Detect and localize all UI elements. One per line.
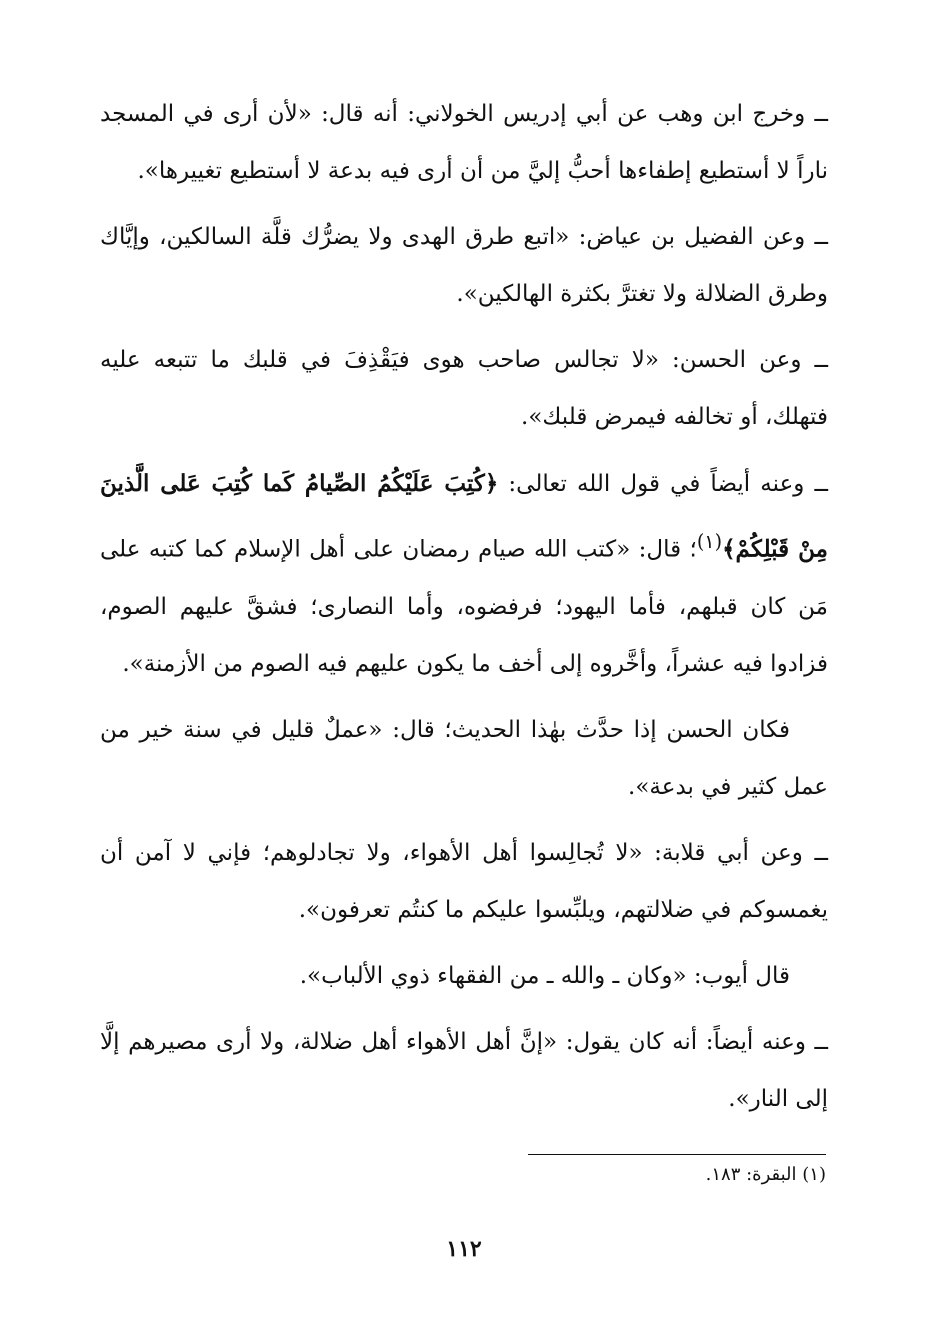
footnote-reference: (١): [696, 530, 723, 553]
quran-verse: ﴿كُتِبَ عَلَيْكُمُ الصِّيامُ كَما كُتِبَ عَلى الَّذينَ مِنْ قَبْلِكُمْ﴾: [100, 470, 829, 563]
footnote-divider: [528, 1154, 826, 1155]
paragraph-intro: ــ وعنه أيضاً في قول الله تعالى:: [498, 471, 828, 497]
paragraph-hasan-hadith: فكان الحسن إذا حدَّث بهٰذا الحديث؛ قال: «عملٌ قليل في سنة خير من عمل كثير في بدعة».: [100, 716, 828, 800]
paragraph-continuation: ؛ قال: «كتب الله صيام رمضان على أهل الإسلام كما كتبه على مَن كان قبلهم، فأما اليهود؛ فرفضوه، وأما النصارى؛ فشقَّ عليهم الصوم، فزادوا فيه عشراً، وأخَّروه إلى أخف ما يكون عليهم فيه الصوم من الأزمنة».: [100, 536, 828, 677]
paragraph-hasan-fasting: [100, 455, 828, 693]
paragraph-abu-qilaba: ــ وعن أبي قلابة: «لا تُجالِسوا أهل الأهواء، ولا تجادلوهم؛ فإني لا آمن أن يغمسوكم في ضلالتهم، ويلبِّسوا عليكم ما كنتُم تعرفون».: [100, 839, 828, 923]
paragraph-ayyub: قال أيوب: «وكان ـ والله ـ من الفقهاء ذوي الألباب».: [299, 962, 790, 989]
paragraph-ibn-wahb: ــ وخرج ابن وهب عن أبي إدريس الخولاني: أنه قال: «لأن أرى في المسجد ناراً لا أستطيع إطفاءها أحبُّ إليَّ من أن أرى فيه بدعة لا أستطيع تغييرها».: [100, 101, 828, 184]
footnote: (١) البقرة: ١٨٣.: [705, 1164, 826, 1185]
paragraph-abu-qilaba-2: ــ وعنه أيضاً: أنه كان يقول: «إنَّ أهل الأهواء أهل ضلالة، ولا أرى مصيرهم إلَّا إلى النار».: [100, 1028, 828, 1112]
page-number: ١١٢: [446, 1236, 482, 1262]
paragraph-hasan: ــ وعن الحسن: «لا تجالس صاحب هوى فيَقْذِفَ في قلبك ما تتبعه عليه فتهلك، أو تخالفه فيمرض قلبك».: [100, 347, 828, 430]
paragraph-fudayl: ــ وعن الفضيل بن عياض: «اتبع طرق الهدى ولا يضرُّك قلَّة السالكين، وإيَّاك وطرق الضلالة ولا تغترَّ بكثرة الهالكين».: [100, 224, 828, 307]
main-text: [100, 86, 828, 1137]
